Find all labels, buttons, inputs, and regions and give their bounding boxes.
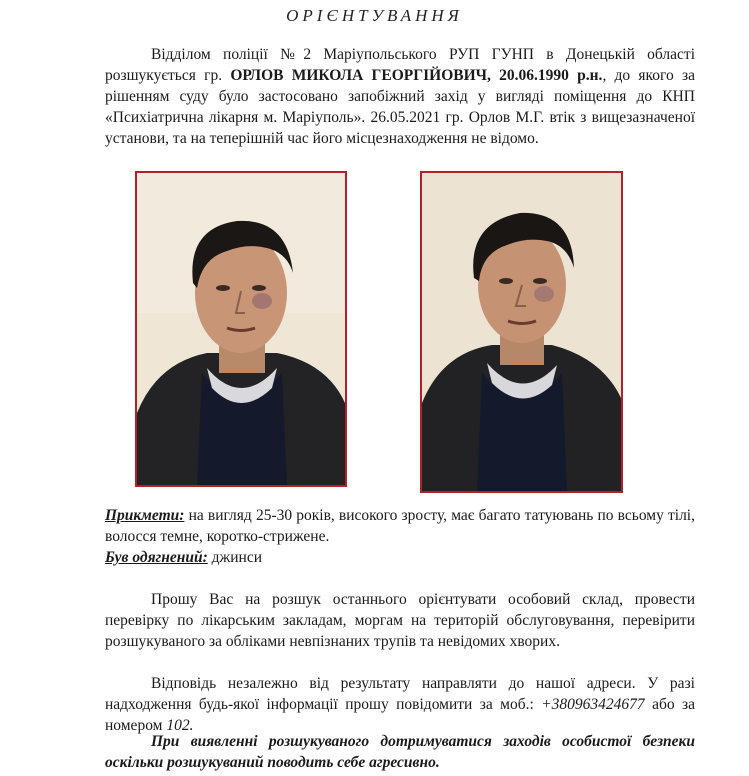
clothing-text: джинси xyxy=(207,549,263,566)
intro-text-1: Відділом поліції №2 Маріупольського РУП ГУНП в Донецькій області розшукується гр. xyxy=(105,46,695,84)
man-portrait-three-quarter-icon xyxy=(422,173,621,491)
features-label: Прикмети: xyxy=(105,507,185,524)
clothing-label: Був одягнений: xyxy=(105,549,208,566)
wanted-person-name: ОРЛОВ МИКОЛА ГЕОРГІЙОВИЧ, 20.06.1990 р.н. xyxy=(230,67,603,84)
reply-paragraph xyxy=(105,673,695,736)
features-text: на вигляд 25-30 років, високого зросту, має багато татуювань по всьому тілі, волосся темне, коротко-стрижене. xyxy=(105,507,695,545)
distinguishing-features xyxy=(105,505,695,547)
reply-text-2: або за номером xyxy=(105,696,695,734)
clothing-info xyxy=(105,547,695,568)
intro-text-2: , до якого за рішенням суду було застосовано запобіжний захід у вигляді поміщення до КНП «Психіатрична лікарня м. Маріуполь». 26.05.2021 гр. Орлов М.Г. втік з вищезазначеної установи, та на теперішній час його місцезнаходження не відомо. xyxy=(105,67,696,147)
short-number: 102. xyxy=(166,717,194,734)
reply-text-1: Відповідь незалежно від результату направляти до нашої адреси. У разі надходження будь-якої інформації прошу повідомити за моб.: xyxy=(105,675,695,713)
photo-side xyxy=(420,171,623,493)
document-title: ОРІЄНТУВАННЯ xyxy=(286,6,463,25)
man-portrait-front-icon xyxy=(137,173,345,485)
photo-front xyxy=(135,171,347,487)
safety-warning: При виявленні розшукуваного дотримуватися заходів особистої безпеки оскільки розшукуваний поводить себе агресивно. xyxy=(105,733,695,771)
intro-paragraph xyxy=(105,44,695,149)
phone-number: +380963424677 xyxy=(541,696,645,713)
request-paragraph: Прошу Вас на розшук останнього орієнтувати особовий склад, провести перевірку по лікарським закладам, моргам на територій обслуговування, перевірити розшукуваного за обліками невпізнаних трупів та невідомих хворих. xyxy=(105,591,695,650)
